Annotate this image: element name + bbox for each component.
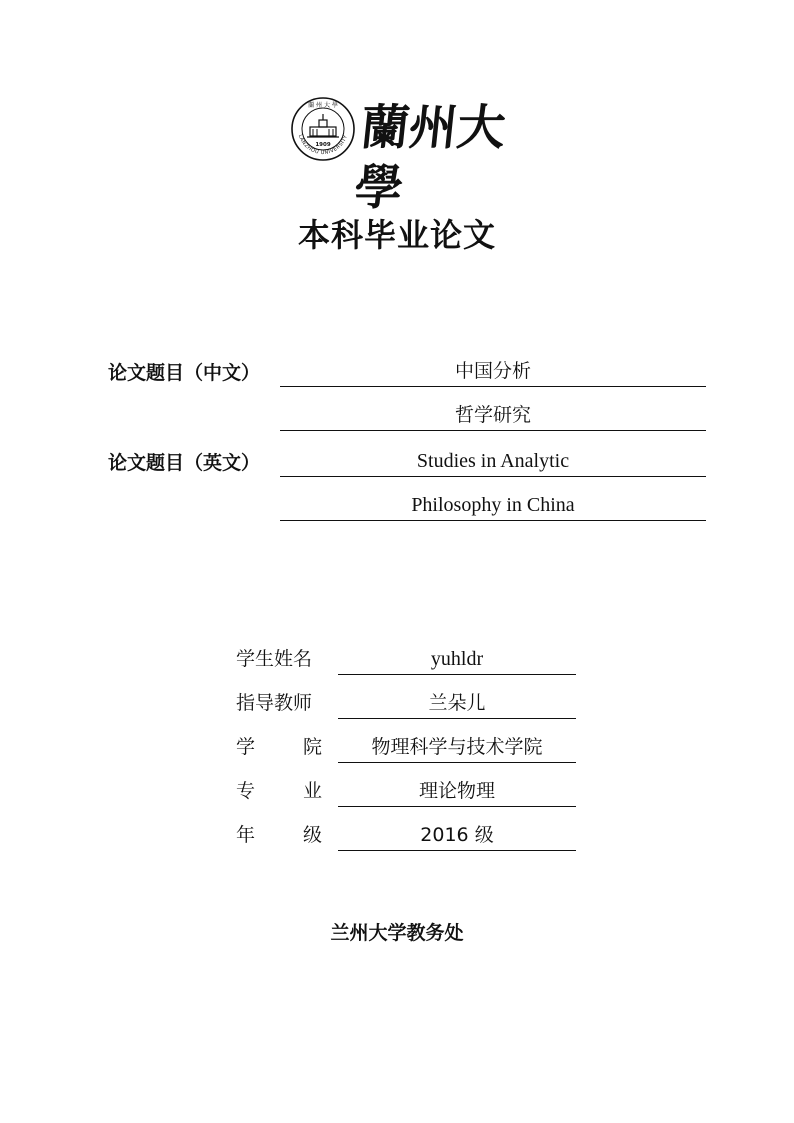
thesis-title-cn-line1: 中国分析: [280, 356, 706, 387]
university-logo: [290, 96, 530, 216]
grade-label: 年 级: [236, 824, 322, 846]
svg-text:1909: 1909: [315, 142, 331, 148]
university-name-calligraphy: 蘭州大學: [351, 100, 509, 216]
grade-value: 2016 级: [338, 820, 576, 851]
major-value: 理论物理: [338, 776, 576, 807]
student-name-value: yuhldr: [338, 644, 576, 675]
college-value: 物理科学与技术学院: [338, 732, 576, 763]
university-seal-icon: [290, 96, 356, 162]
thesis-title-cn-label: 论文题目（中文）: [108, 362, 261, 384]
thesis-title-en-line2: Philosophy in China: [280, 490, 706, 521]
advisor-value: 兰朵儿: [338, 688, 576, 719]
student-name-label: 学生姓名: [236, 648, 313, 670]
svg-text:LANZHOU UNIVERSITY: LANZHOU UNIVERSITY: [296, 133, 350, 157]
thesis-title-en-line1: Studies in Analytic: [280, 446, 706, 477]
college-label: 学 院: [236, 736, 322, 758]
thesis-title-cn-line2: 哲学研究: [280, 400, 706, 431]
thesis-title-en-label: 论文题目（英文）: [108, 452, 261, 474]
advisor-label: 指导教师: [236, 692, 313, 714]
page-title: 本科毕业论文: [297, 216, 496, 254]
academic-affairs-office: 兰州大学教务处: [330, 922, 464, 944]
major-label: 专 业: [236, 780, 322, 802]
svg-text:蘭 州 大 學: 蘭 州 大 學: [308, 102, 338, 109]
